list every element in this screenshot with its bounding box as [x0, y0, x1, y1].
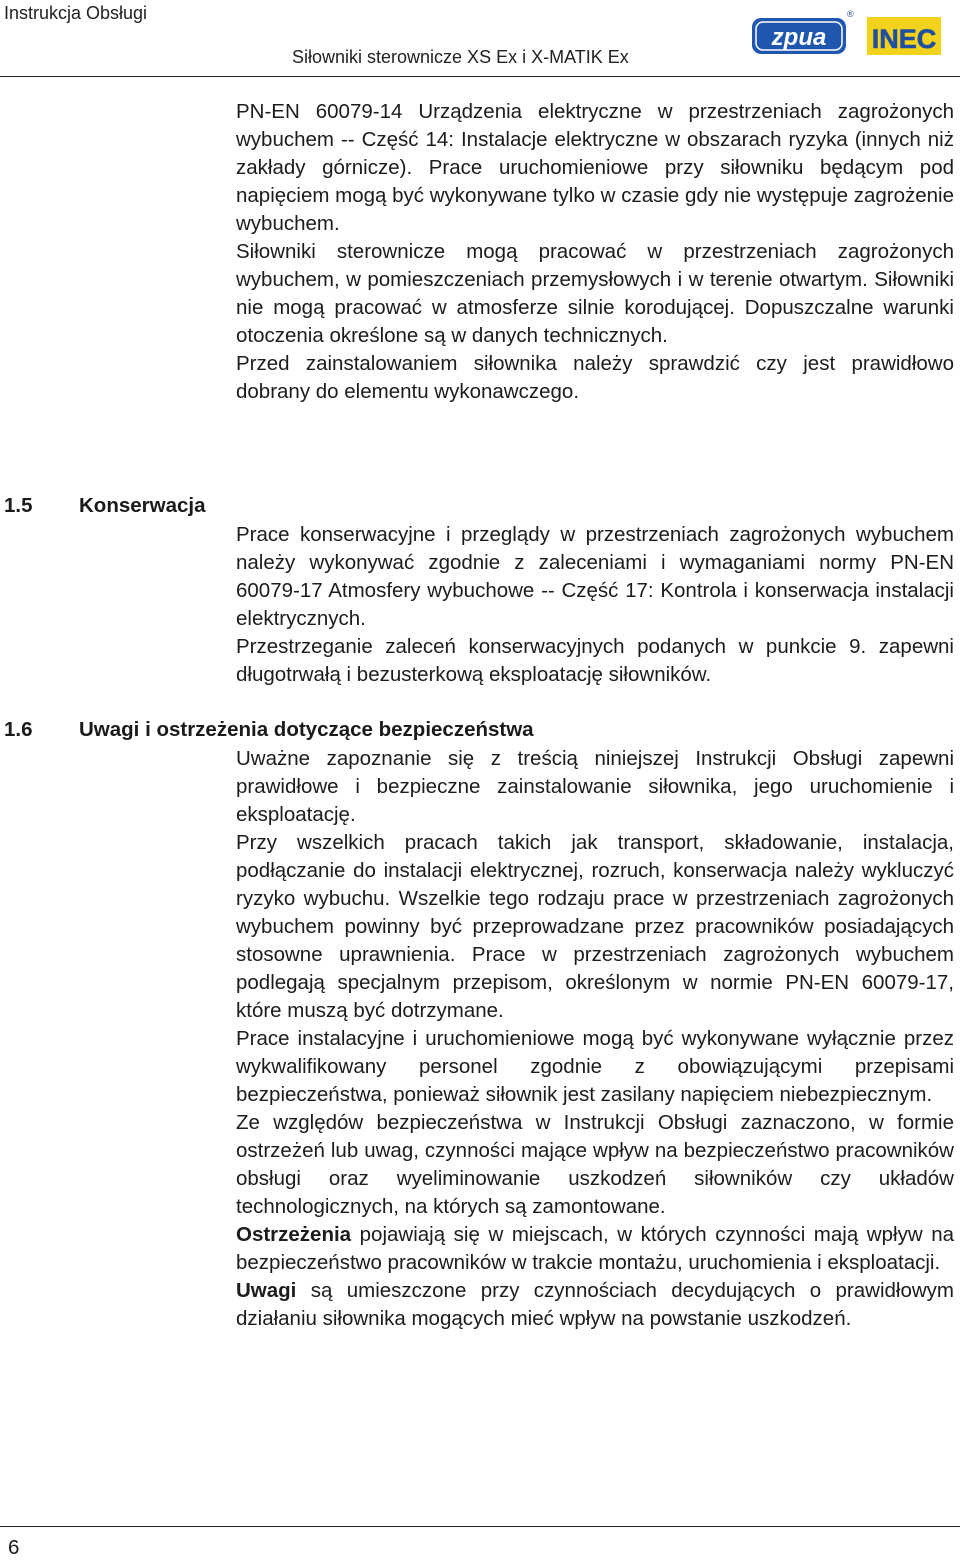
inec-logo	[866, 14, 942, 58]
intro-paragraph-1: PN-EN 60079-14 Urządzenia elektryczne w przestrzeniach zagrożonych wybuchem -- Część 14: Instalacje elektryczne w obszarach ryzyka (innych niż zakłady górnicze). Prace uruchomieniowe przy siłowniku będącym pod napięciem mogą być wykonywane tylko w czasie gdy nie występuje zagrożenie wybuchem.	[236, 100, 954, 235]
notes-description: są umieszczone przy czynnościach decydujących o prawidłowym działaniu siłownika mogących mieć wpływ na powstanie uszkodzeń.	[236, 1279, 954, 1330]
section-1-5-paragraph-2: Przestrzeganie zaleceń konserwacyjnych podanych w punkcie 9. zapewni długotrwałą i bezusterkową eksploatację siłowników.	[236, 635, 954, 686]
section-1-6-paragraph-4: Ze względów bezpieczeństwa w Instrukcji Obsługi zaznaczono, w formie ostrzeżeń lub uwag, czynności mające wpływ na bezpieczeństwo pracowników obsługi oraz wyeliminowanie uszkodzeń siłowników czy układów technologicznych, na których są zamontowane.	[236, 1111, 954, 1218]
warnings-description: pojawiają się w miejscach, w których czynności mają wpływ na bezpieczeństwo pracowników w trakcie montażu, uruchomienia i eksploatacji.	[236, 1223, 954, 1274]
section-1-6-body	[236, 745, 954, 1333]
registered-mark: ®	[847, 9, 854, 19]
intro-paragraph-3: Przed zainstalowaniem siłownika należy sprawdzić czy jest prawidłowo dobrany do elementu wykonawczego.	[236, 352, 954, 403]
page-number: 6	[8, 1536, 20, 1559]
header-divider	[0, 76, 960, 77]
document-title: Instrukcja Obsługi	[4, 3, 148, 23]
section-1-5-paragraph-1: Prace konserwacyjne i przeglądy w przestrzeniach zagrożonych wybuchem należy wykonywać zgodnie z zaleceniami i wymaganiami normy PN-EN 60079-17 Atmosfery wybuchowe -- Część 17: Kontrola i konserwacja instalacji elektrycznych.	[236, 523, 954, 630]
zpua-logo	[751, 16, 847, 56]
section-1-5-number: 1.5	[4, 494, 33, 517]
warnings-term: Ostrzeżenia	[236, 1223, 352, 1246]
zpua-logo-text: zpua	[771, 24, 827, 51]
notes-term: Uwagi	[236, 1279, 297, 1302]
section-1-6-paragraph-3: Prace instalacyjne i uruchomieniowe mogą być wykonywane wyłącznie przez wykwalifikowany personel zgodnie z obowiązującymi przepisami bezpieczeństwa, ponieważ siłownik jest zasilany napięciem niebezpiecznym.	[236, 1027, 954, 1106]
intro-block	[236, 98, 954, 406]
section-1-5-title: Konserwacja	[79, 494, 206, 517]
section-1-6-paragraph-1: Uważne zapoznanie się z treścią niniejszej Instrukcji Obsługi zapewni prawidłowe i bezpieczne zainstalowanie siłownika, jego uruchomienie i eksploatację.	[236, 747, 954, 826]
section-1-6-number: 1.6	[4, 718, 33, 741]
section-1-6-title: Uwagi i ostrzeżenia dotyczące bezpieczeństwa	[79, 718, 534, 741]
footer-divider	[0, 1526, 960, 1527]
section-1-6-paragraph-5	[236, 1221, 954, 1277]
document-subtitle: Siłowniki sterownicze XS Ex i X-MATIK Ex	[292, 47, 629, 67]
section-1-6-paragraph-2: Przy wszelkich pracach takich jak transport, składowanie, instalacja, podłączanie do instalacji elektrycznej, rozruch, konserwacja należy wykluczyć ryzyko wybuchu. Wszelkie tego rodzaju prace w przestrzeniach zagrożonych wybuchem powinny być przeprowadzane przez pracowników posiadających stosowne uprawnienia. Prace w przestrzeniach zagrożonych wybuchem podlegają specjalnym przepisom, określonym w normie PN-EN 60079-17, które muszą być dotrzymane.	[236, 831, 954, 1022]
section-1-6-paragraph-6	[236, 1277, 954, 1333]
section-1-5-body	[236, 521, 954, 689]
intro-paragraph-2: Siłowniki sterownicze mogą pracować w przestrzeniach zagrożonych wybuchem, w pomieszczeniach przemysłowych i w terenie otwartym. Siłowniki nie mogą pracować w atmosferze silnie korodującej. Dopuszczalne warunki otoczenia określone są w danych technicznych.	[236, 240, 954, 347]
inec-logo-text: INEC	[871, 24, 937, 54]
